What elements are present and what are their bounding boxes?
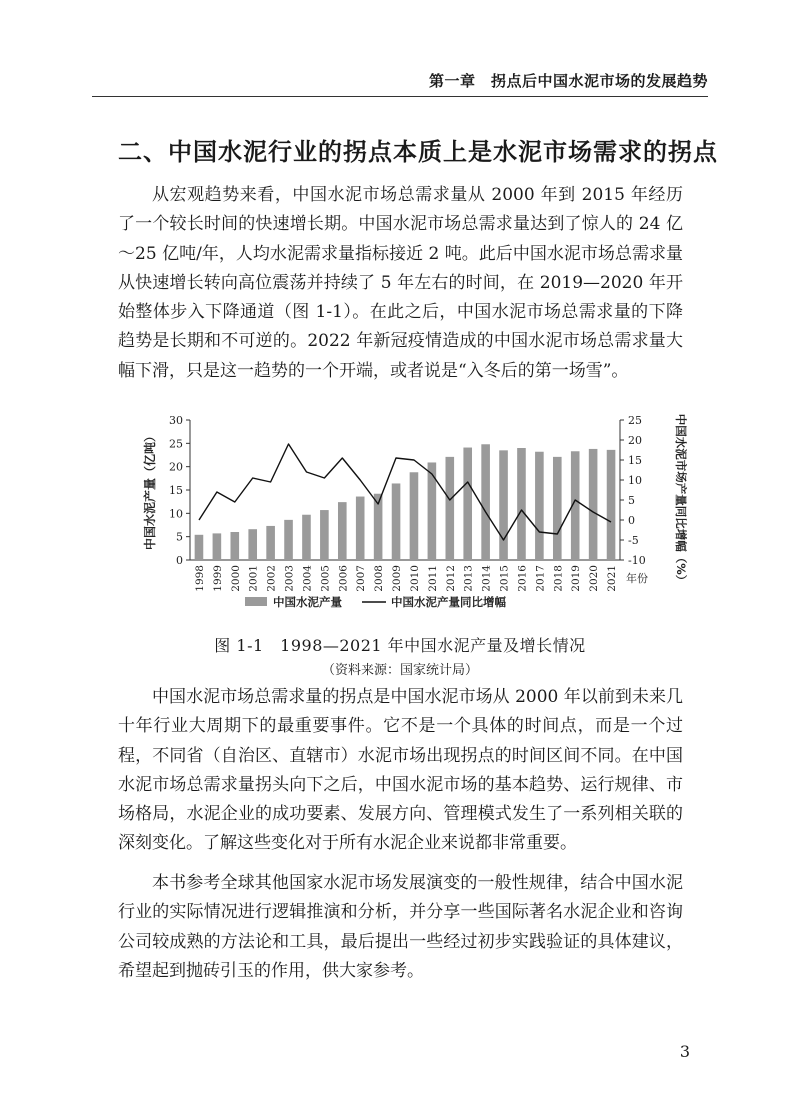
bar-2009 [392,483,401,560]
bar-2016 [517,448,526,560]
right-tick-label: 5 [628,494,635,507]
body-paragraph-1: 从宏观趋势来看，中国水泥市场总需求量从 2000 年到 2015 年经历了一个较长时间的快速增长期。中国水泥市场总需求量达到了惊人的 24 亿～25 亿吨/年，人均水泥需求量指标接近 2 吨。此后中国水泥市场总需求量从快速增长转向高位震荡并持续了 5 年左右的时间，在 2019—2020 年开始整体步入下降通道（图 1-1）。在此之后，中国水泥市场总需求量的下降趋势是长期和不可逆的。2022 年新冠疫情造成的中国水泥市场总需求量大幅下滑，只是这一趋势的一个开端，或者说是“入冬后的第一场雪”。 [118,185,683,381]
header-divider [92,96,708,97]
x-tick-label: 2010 [408,565,421,592]
right-axis-title: 中国水泥市场产量同比增幅（%） [674,413,688,587]
bar-2013 [463,448,472,560]
left-tick-label: 5 [176,530,183,544]
bar-2020 [589,449,598,560]
x-tick-label: 2017 [534,565,547,592]
x-tick-label: 1999 [211,565,224,592]
bar-2017 [535,452,544,560]
right-tick-label: -5 [628,534,639,547]
x-tick-label: 2021 [606,565,619,592]
right-tick-label: 15 [628,454,642,467]
bar-2011 [428,462,437,560]
figure-caption: 图 1-1 1998—2021 年中国水泥产量及增长情况 [214,636,586,655]
x-tick-label: 2000 [229,565,242,592]
left-tick-label: 20 [169,460,183,474]
x-tick-label: 2008 [373,565,386,592]
x-tick-label: 2014 [480,565,493,592]
bar-2002 [266,526,275,560]
bar-1998 [195,535,204,560]
running-header: 第一章 拐点后中国水泥市场的发展趋势 [428,72,708,90]
x-tick-label: 2007 [355,565,368,592]
x-tick-label: 2015 [498,565,511,592]
legend-bar-swatch [245,597,267,606]
left-tick-label: 25 [169,437,183,451]
x-tick-label: 2006 [337,565,350,592]
right-tick-label: 25 [628,414,642,427]
right-tick-label: 10 [628,474,642,487]
chart-line [199,444,611,540]
x-tick-label: 1998 [193,565,206,592]
bar-2018 [553,457,562,560]
section-title: 二、中国水泥行业的拐点本质上是水泥市场需求的拐点 [118,138,718,166]
bar-2006 [338,502,347,560]
x-tick-label: 2018 [552,565,565,592]
bar-1999 [213,533,222,560]
bar-2010 [410,472,419,560]
right-tick-label: 0 [628,514,635,527]
x-tick-label: 2009 [391,565,404,592]
chart-bars [195,444,616,560]
legend-bar-label: 中国水泥产量 [273,595,342,609]
x-tick-label: 2012 [444,565,457,592]
x-axis-unit: 年份 [626,572,648,585]
figure-source: （资料来源：国家统计局） [321,663,478,678]
bar-2001 [248,529,257,560]
growth-line [199,444,611,540]
left-tick-label: 10 [169,507,183,521]
left-tick-label: 15 [169,484,183,497]
bar-2004 [302,515,311,560]
bar-2012 [445,457,454,560]
left-axis-title: 中国水泥产量（亿吨） [143,429,157,551]
page-number: 3 [679,1042,690,1061]
body-paragraph-3: 本书参考全球其他国家水泥市场发展演变的一般性规律，结合中国水泥行业的实际情况进行逻辑推演和分析，并分享一些国际著名水泥企业和咨询公司较成熟的方法论和工具，最后提出一些经过初步实践验证的具体建议，希望起到抛砖引玉的作用，供大家参考。 [118,873,683,981]
bar-2021 [607,450,616,560]
bar-2015 [499,450,508,560]
x-tick-label: 2003 [283,565,296,592]
left-tick-label: 30 [169,414,183,427]
right-tick-label: 20 [628,434,642,447]
x-tick-label: 2001 [247,565,260,592]
x-tick-label: 2013 [462,565,475,592]
bar-2014 [481,444,490,560]
right-tick-label: -10 [628,554,646,567]
production-chart [140,408,700,613]
x-tick-label: 2004 [301,565,314,592]
x-tick-label: 2011 [426,565,439,592]
x-tick-label: 2016 [516,565,529,592]
legend-line-label: 中国水泥产量同比增幅 [391,595,506,609]
body-paragraph-2: 中国水泥市场总需求量的拐点是中国水泥市场从 2000 年以前到未来几十年行业大周期下的最重要事件。它不是一个具体的时间点，而是一个过程，不同省（自治区、直辖市）水泥市场出现拐点的时间区间不同。在中国水泥市场总需求量拐头向下之后，中国水泥市场的基本趋势、运行规律、市场格局，水泥企业的成功要素、发展方向、管理模式发生了一系列相关联的深刻变化。了解这些变化对于所有水泥企业来说都非常重要。 [118,687,683,854]
x-tick-label: 2002 [265,565,278,592]
x-tick-label: 2019 [570,565,583,592]
bar-2005 [320,510,329,560]
x-tick-label: 2020 [588,565,601,592]
bar-2007 [356,497,365,560]
bar-2003 [284,520,293,560]
left-tick-label: 0 [176,554,183,567]
x-tick-label: 2005 [319,565,332,592]
bar-2000 [230,532,239,560]
